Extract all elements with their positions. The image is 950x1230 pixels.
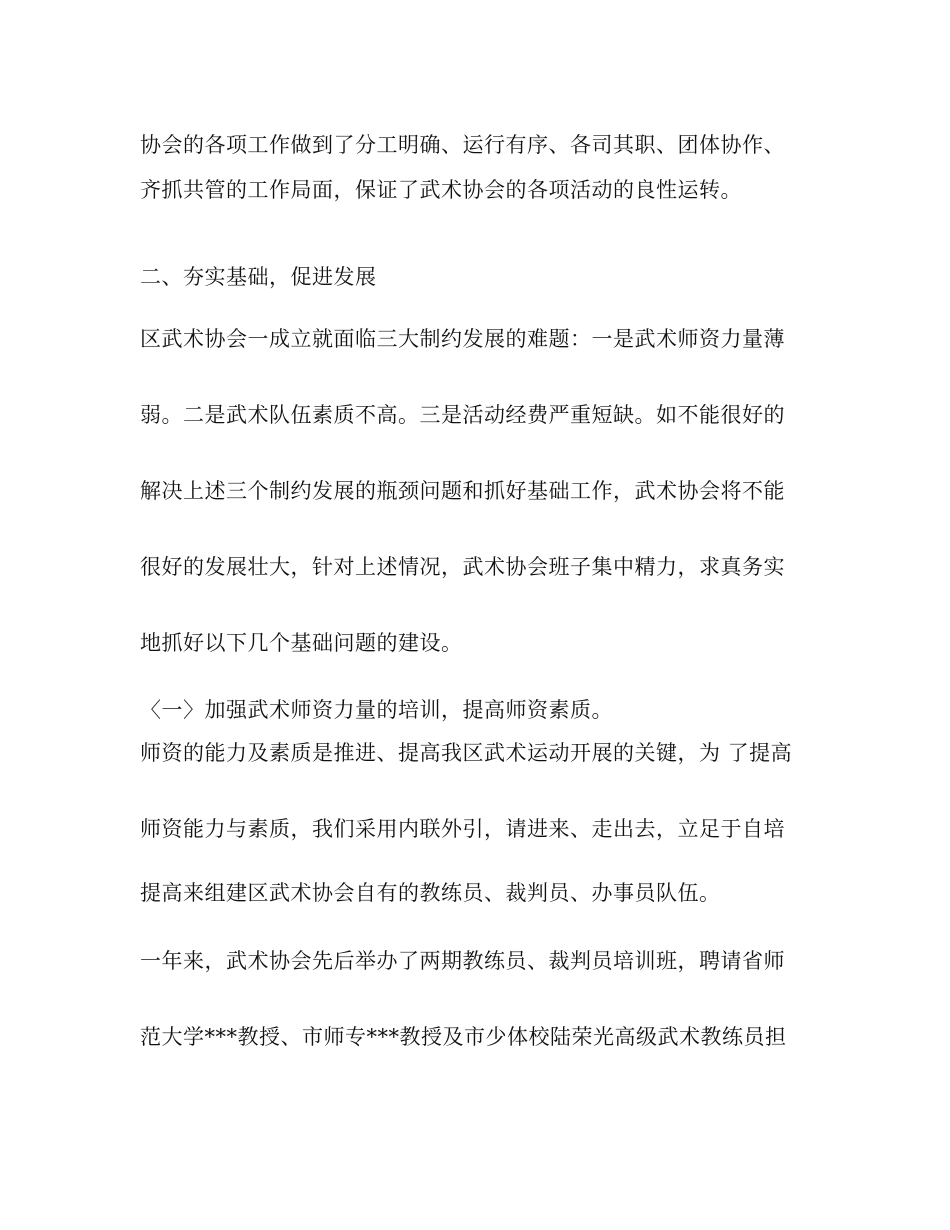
text-line-5: 弱。二是武术队伍素质不高。三是活动经费严重短缺。如不能很好的 [140, 403, 785, 427]
text-line-8: 地抓好以下几个基础问题的建设。 [140, 631, 463, 655]
text-line-4: 区武术协会一成立就面临三大制约发展的难题：一是武术师资力量薄 [140, 327, 785, 351]
text-line-2: 齐抓共管的工作局面，保证了武术协会的各项活动的良性运转。 [140, 178, 742, 202]
text-line-1: 协会的各项工作做到了分工明确、运行有序、各司其职、团体协作、 [140, 133, 785, 157]
text-line-13: 一年来，武术协会先后举办了两期教练员、裁判员培训班，聘请省师 [140, 949, 785, 973]
text-line-12: 提高来组建区武术协会自有的教练员、裁判员、办事员队伍。 [140, 881, 721, 905]
section-heading: 二、夯实基础，促进发展 [140, 265, 377, 289]
text-line-7: 很好的发展壮大，针对上述情况，武术协会班子集中精力，求真务实 [140, 555, 785, 579]
subsection-heading: 〈一〉加强武术师资力量的培训，提高师资素质。 [140, 698, 613, 722]
text-line-6: 解决上述三个制约发展的瓶颈问题和抓好基础工作，武术协会将不能 [140, 479, 785, 503]
text-line-11: 师资能力与素质，我们采用内联外引，请进来、走出去，立足于自培 [140, 817, 785, 841]
text-line-10: 师资的能力及素质是推进、提高我区武术运动开展的关键，为 了提高 [140, 741, 793, 765]
text-line-14: 范大学***教授、市师专***教授及市少体校陆荣光高级武术教练员担 [140, 1025, 787, 1049]
